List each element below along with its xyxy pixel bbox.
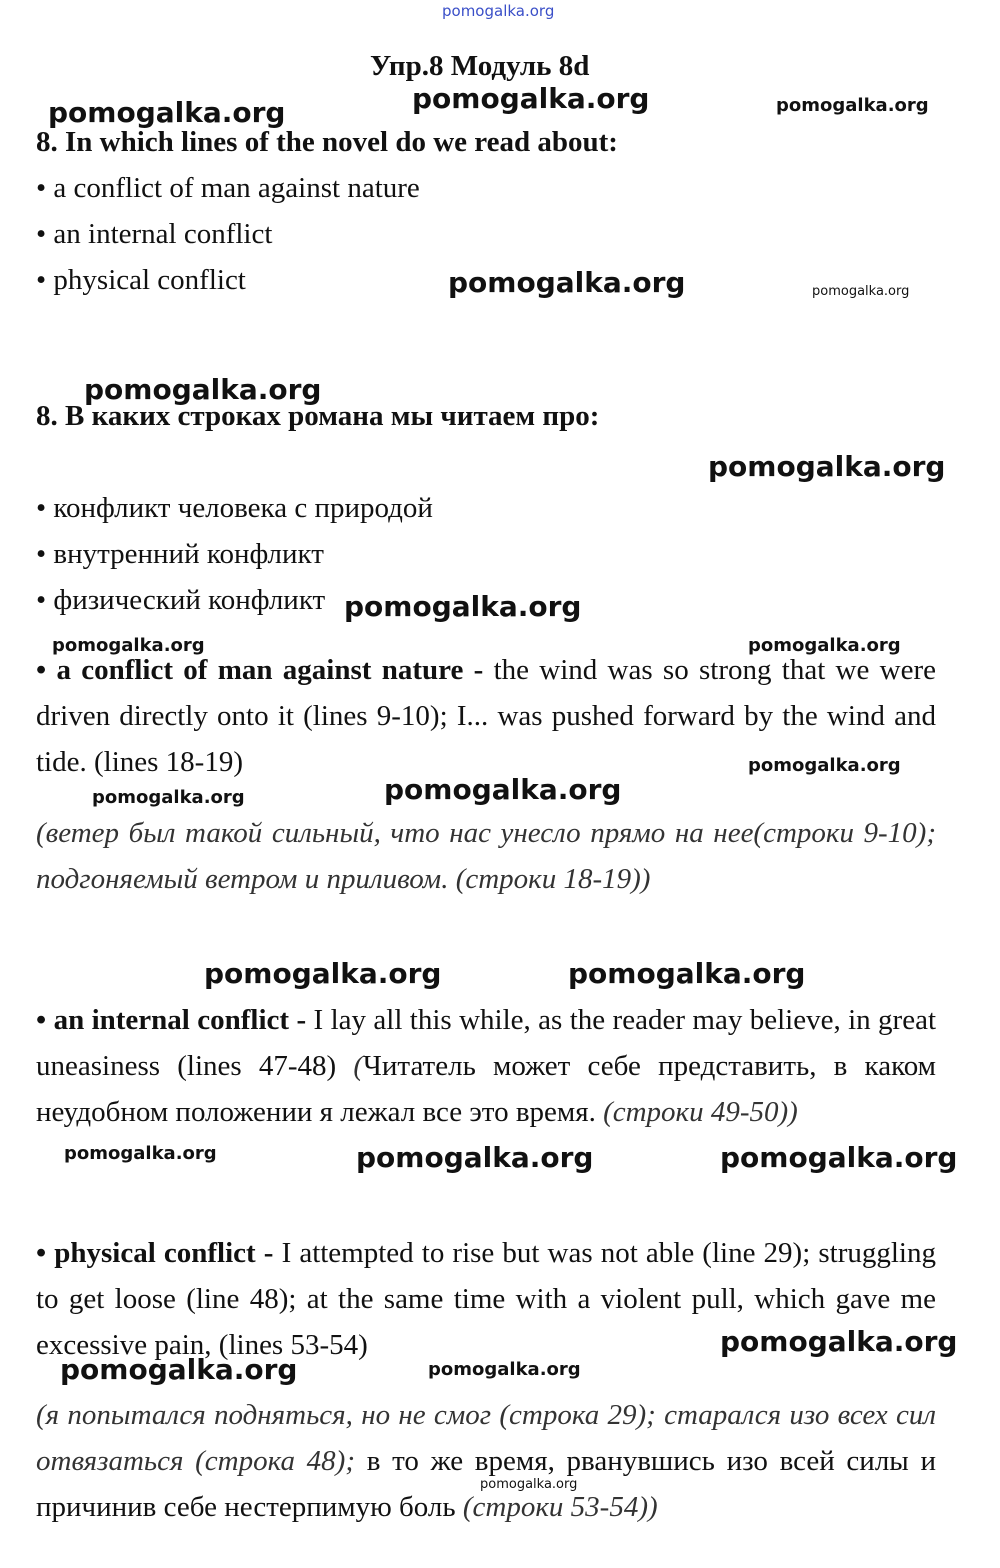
- watermark: pomogalka.org: [776, 95, 929, 116]
- answer-dash: -: [255, 1237, 282, 1269]
- page-title: Упр.8 Модуль 8d: [370, 50, 590, 82]
- task-item-ru: • внутренний конфликт: [36, 538, 324, 570]
- watermark: pomogalka.org: [748, 755, 901, 776]
- task-heading-en: 8. In which lines of the novel do we read about:: [36, 126, 618, 158]
- answer-text: I lay all this while, as the reader may believe, in great uneasiness (lines 47-48): [36, 1004, 937, 1082]
- answer-physical-translation: [36, 1392, 936, 1530]
- watermark: pomogalka.org: [442, 2, 555, 20]
- watermark: pomogalka.org: [720, 1325, 958, 1358]
- bullet: •: [36, 1237, 47, 1269]
- answer-nature: [36, 647, 936, 785]
- answer-dash: -: [289, 1004, 314, 1036]
- watermark: pomogalka.org: [344, 590, 582, 623]
- answer-term: an internal conflict: [53, 1004, 290, 1036]
- task-item-ru: • конфликт человека с природой: [36, 492, 433, 524]
- translation-lines: (строки 49-50)): [603, 1096, 798, 1128]
- watermark: pomogalka.org: [84, 373, 322, 406]
- translation-italic: (я попытался подняться, но не смог (строка 29); старался изо всех сил отвязаться (строка 48);: [36, 1399, 936, 1477]
- watermark: pomogalka.org: [92, 787, 245, 808]
- watermark: pomogalka.org: [384, 773, 622, 806]
- task-item-en: • physical conflict: [36, 264, 246, 296]
- watermark: pomogalka.org: [448, 266, 686, 299]
- answer-nature-translation: (ветер был такой сильный, что нас унесло прямо на нее(строки 9-10); подгоняемый ветром и приливом. (строки 18-19)): [36, 817, 936, 895]
- bullet: •: [36, 1004, 47, 1036]
- translation-open: (: [353, 1050, 364, 1082]
- watermark: pomogalka.org: [748, 635, 901, 656]
- translation-plain: в то же время, рванувшись изо всей силы и причинив себе нестерпимую боль: [36, 1445, 936, 1523]
- watermark: pomogalka.org: [52, 635, 205, 656]
- watermark: pomogalka.org: [60, 1353, 298, 1386]
- task-heading-ru: 8. В каких строках романа мы читаем про:: [36, 400, 600, 432]
- watermark: pomogalka.org: [720, 1141, 958, 1174]
- watermark: pomogalka.org: [568, 957, 806, 990]
- watermark: pomogalka.org: [708, 450, 946, 483]
- task-item-ru: • физический конфликт: [36, 584, 326, 616]
- watermark: pomogalka.org: [428, 1359, 581, 1380]
- watermark: pomogalka.org: [412, 82, 650, 115]
- answer-term: a conflict of man against nature: [56, 654, 464, 686]
- watermark: pomogalka.org: [480, 1477, 578, 1492]
- watermark: pomogalka.org: [204, 957, 442, 990]
- watermark: pomogalka.org: [64, 1143, 217, 1164]
- answer-term: physical conflict: [54, 1237, 256, 1269]
- answer-physical: [36, 1230, 936, 1368]
- watermark: pomogalka.org: [356, 1141, 594, 1174]
- task-item-en: • an internal conflict: [36, 218, 273, 250]
- task-item-en: • a conflict of man against nature: [36, 172, 420, 204]
- answer-internal: [36, 997, 936, 1135]
- translation-lines: (строки 53-54)): [462, 1491, 658, 1523]
- answer-text: I attempted to rise but was not able (line 29); struggling to get loose (line 48); at the same time with a violent pull, which gave me excessive pain, (lines 53-54): [36, 1237, 936, 1361]
- watermark: pomogalka.org: [48, 96, 286, 129]
- translation-text: Читатель может себе представить, в каком неудобном положении я лежал все это время.: [36, 1050, 936, 1128]
- bullet: •: [36, 654, 47, 686]
- watermark: pomogalka.org: [812, 284, 910, 299]
- answer-text: the wind was so strong that we were driven directly onto it (lines 9-10); I... was pushed forward by the wind and tide. (lines 18-19): [36, 654, 936, 778]
- answer-dash: -: [463, 654, 494, 686]
